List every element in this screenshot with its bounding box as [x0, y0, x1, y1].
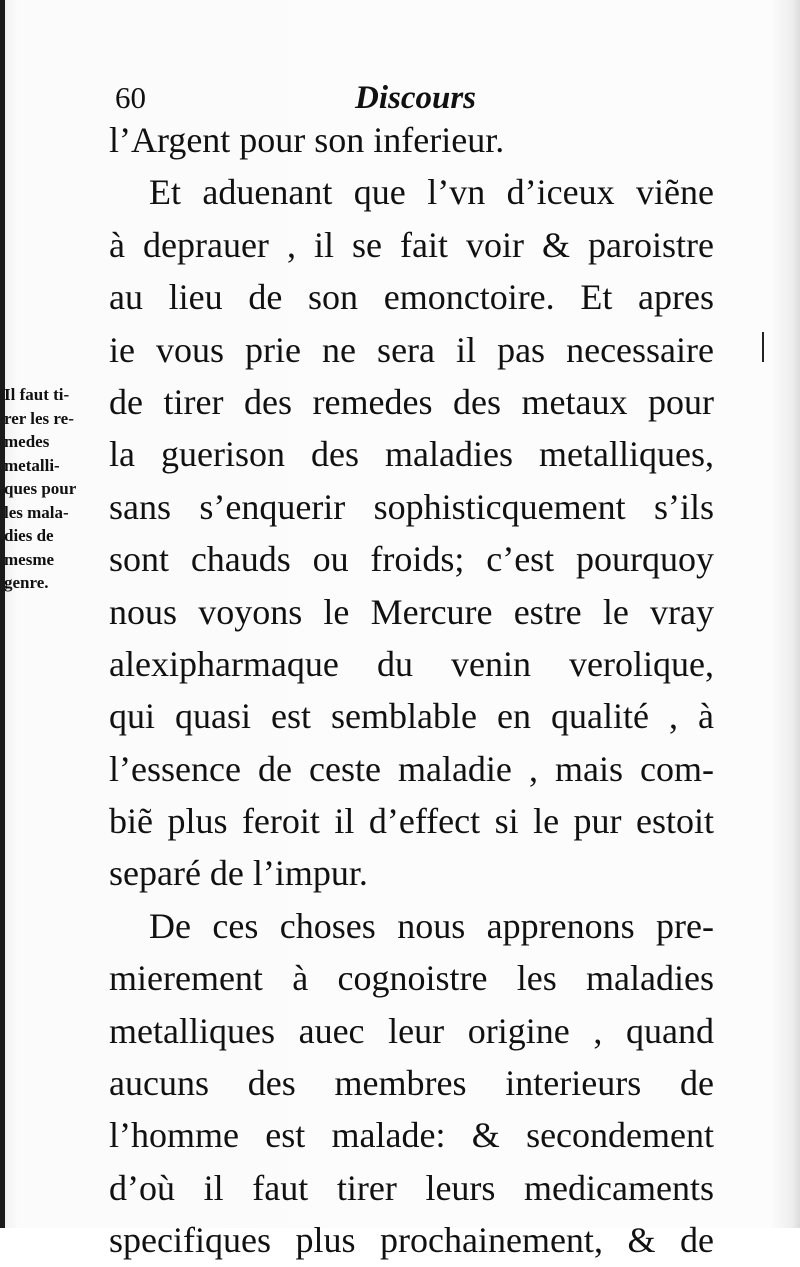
marginal-note-line: medes: [4, 432, 50, 451]
text-line: sans s’enquerir sophisticquement s’ils: [109, 486, 714, 527]
marginal-note: [4, 383, 104, 595]
page-number: 60: [115, 80, 146, 115]
main-text: [109, 114, 714, 1267]
paragraph-start-line: Et aduenant que l’vn d’iceux viẽne: [149, 172, 714, 213]
text-line: nous voyons le Mercure estre le vray: [109, 591, 714, 632]
text-line: specifiques plus prochainement, & de: [109, 1220, 714, 1261]
text-line: la guerison des maladies metalliques,: [109, 434, 714, 475]
text-line: de tirer des remedes des metaux pour: [109, 381, 714, 422]
marginal-note-line: les mala-: [4, 502, 69, 522]
marginal-note-line: metalli-: [4, 455, 60, 475]
marginal-note-line: rer les re-: [4, 408, 74, 428]
text-line: au lieu de son emonctoire. Et apres: [109, 277, 714, 318]
text-line: d’où il faut tirer leurs medicaments: [109, 1167, 714, 1208]
text-line: ie vous prie ne sera il pas necessaire: [109, 329, 714, 370]
page-gutter-edge: [0, 0, 5, 1228]
text-line: biẽ plus feroit il d’effect si le pur estoit: [109, 801, 714, 842]
text-line: l’essence de ceste maladie , mais com-: [109, 748, 714, 789]
text-line: à deprauer , il se fait voir & paroistre: [109, 224, 714, 265]
margin-mark: [762, 332, 764, 362]
marginal-note-line: genre.: [4, 573, 49, 592]
text-line: l’Argent pour son inferieur.: [109, 120, 505, 160]
text-line: alexipharmaque du venin verolique,: [109, 643, 714, 684]
text-line: aucuns des membres interieurs de: [109, 1063, 714, 1104]
marginal-note-line: Il faut ti-: [4, 385, 70, 404]
marginal-note-line: mesme: [4, 549, 55, 569]
paragraph-start-line: De ces choses nous apprenons pre-: [149, 905, 714, 946]
text-line: qui quasi est semblable en qualité , à: [109, 696, 714, 737]
text-line: sont chauds ou froids; c’est pourquoy: [109, 539, 714, 580]
text-line: mierement à cognoistre les maladies: [109, 958, 714, 999]
marginal-note-line: ques pour: [4, 479, 77, 498]
text-line: l’homme est malade: & secondement: [109, 1115, 714, 1156]
text-line: separé de l’impur.: [109, 853, 368, 894]
running-head-title: Discours: [355, 80, 477, 116]
text-line: metalliques auec leur origine , quand: [109, 1010, 714, 1051]
marginal-note-line: dies de: [4, 526, 54, 545]
